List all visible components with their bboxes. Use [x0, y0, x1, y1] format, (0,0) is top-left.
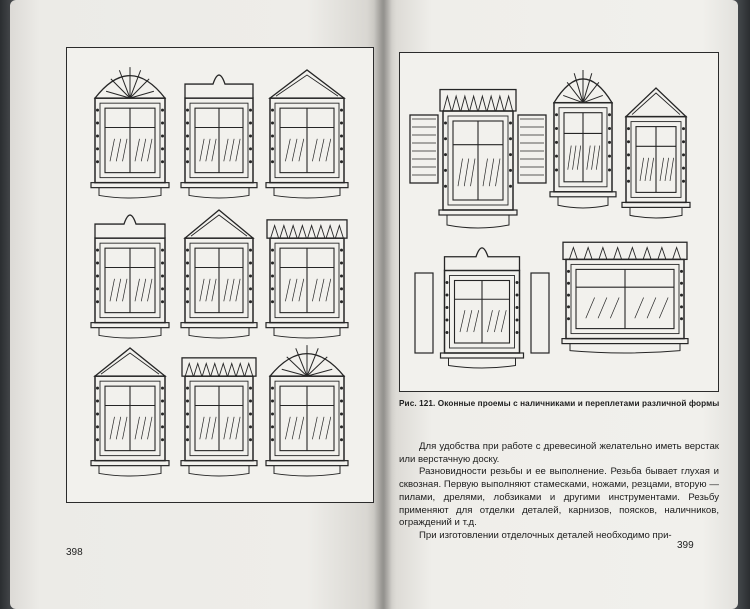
triple-sash-window — [562, 242, 688, 353]
figure-caption: Рис. 121. Оконные проемы с наличниками и переплетами различной формы — [399, 399, 720, 408]
carved-window-frame — [266, 70, 348, 198]
window-openings-illustration — [399, 52, 719, 392]
ornate-window-frame — [622, 88, 690, 218]
book-spine-shadow — [374, 0, 392, 609]
page-number-right: 399 — [677, 540, 694, 551]
window-shutter — [410, 115, 438, 183]
shuttered-window — [439, 90, 517, 228]
side-panel — [415, 273, 433, 353]
carved-window-frame — [91, 215, 169, 338]
paragraph: Для удобства при работе с древесиной желательно иметь верстак или верстачную доску. — [399, 441, 719, 465]
arched-window-frame — [550, 70, 616, 208]
page-number-left: 398 — [66, 547, 83, 558]
carved-window-frame — [181, 75, 257, 198]
side-panel — [531, 273, 549, 353]
window-with-side-panels — [441, 248, 524, 368]
carved-window-frame — [181, 358, 257, 476]
body-text — [399, 441, 719, 543]
paragraph: Разновидности резьбы и ее выполнение. Резьба бывает глухая и сквозная. Первую выполняют стамесками, ножами, резцами, вторую — пилами, дрелями, лобзиками и другими инструментами. Резьбу применяют для отделки деталей, карнизов, поясков, наличников, ограждений и т.д. — [399, 466, 719, 529]
left-page — [10, 0, 382, 609]
paragraph: При изготовлении отделочных деталей необходимо при- — [419, 529, 672, 541]
carved-window-frame — [266, 345, 348, 476]
window-openings-drawing — [400, 53, 718, 391]
window-frames-drawing — [67, 48, 373, 502]
window-frames-illustration — [66, 47, 374, 503]
window-shutter — [518, 115, 546, 183]
carved-window-frame — [181, 210, 257, 338]
carved-window-frame — [266, 220, 348, 338]
carved-window-frame — [91, 67, 169, 198]
right-page — [382, 0, 738, 609]
carved-window-frame — [91, 348, 169, 476]
